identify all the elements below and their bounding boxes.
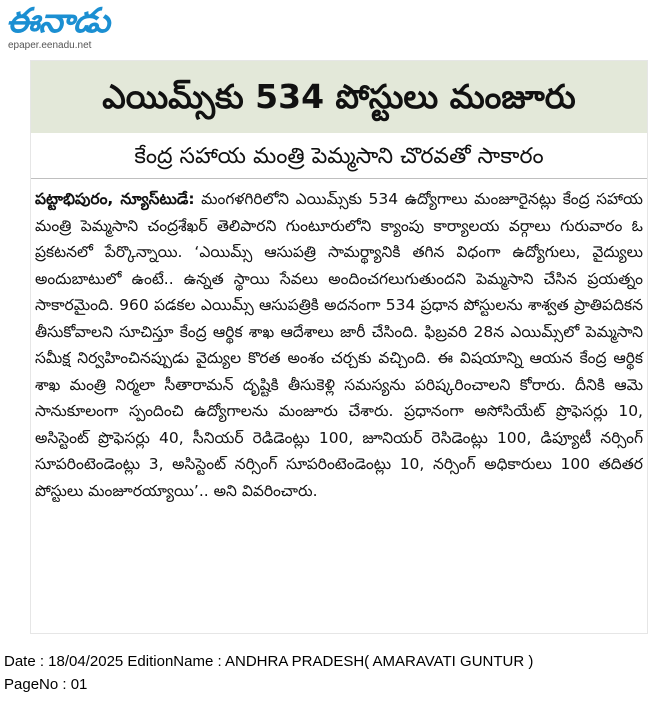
article-body-text: మంగళగిరిలోని ఎయిమ్స్‌కు 534 ఉద్యోగాలు మంజూరైనట్లు కేంద్ర సహాయ మంత్రి పెమ్మసాని చంద్రశేఖర్ తెలిపారని గుంటూరులోని క్యాంపు కార్యాలయ వర్గాలు గురువారం ఓ ప్రకటనలో పేర్కొన్నాయి. ‘ఎయిమ్స్ ఆసుపత్రి సామర్థ్యానికి తగిన విధంగా ఉద్యోగులు, వైద్యులు అందుబాటులో ఉంటే.. ఉన్నత స్థాయి సేవలు అందించగలుగుతుందని పెమ్మసాని చేసిన ప్రయత్నం సాకారమైంది. 960 పడకల ఎయిమ్స్ ఆసుపత్రికి అదనంగా 534 ప్రధాన పోస్టులను శాశ్వత ప్రాతిపదికన తీసుకోవాలని సూచిస్తూ కేంద్ర ఆర్థిక శాఖ ఆదేశాలు జారీ చేసింది. ఫిబ్రవరి 28న ఎయిమ్స్‌లో పెమ్మసాని సమీక్ష నిర్వహించినప్పుడు వైద్యుల కొరత అంశం చర్చకు వచ్చింది. ఈ విషయాన్ని ఆయన కేంద్ర ఆర్థిక శాఖ మంత్రి నిర్మలా సీతారామన్ దృష్టికి తీసుకెళ్లి సమస్యను పరిష్కరించాలని కోరారు. దీనికి ఆమె సానుకూలంగా స్పందించి ఉద్యోగాలను మంజూరు చేశారు. ప్రధానంగా అసోసియేట్ ప్రొఫెసర్లు 10, అసిస్టెంట్ ప్రొఫెసర్లు 40, సీనియర్ రెడిడెంట్లు 100, జూనియర్ రెసిడెంట్లు 100, డిప్యూటీ నర్సింగ్ సూపరింటెండెంట్లు 3, అసిస్టెంట్ నర్సింగ్ సూపరింటెండెంట్లు 10, నర్సింగ్ అధికారులు 100 తదితర పోస్టులు మంజూరయ్యాయి’.. అని వివరించారు. [35,190,643,500]
page-number: PageNo : 01 [4,676,88,693]
edition-date-line: Date : 18/04/2025 EditionName : ANDHRA PRADESH( AMARAVATI GUNTUR ) [4,653,534,670]
article-body [35,186,643,504]
edition-info [4,650,644,696]
eenadu-logo [6,2,146,54]
logo-wordmark: ఈనాడు [6,1,110,41]
article-subheadline: కేంద్ర సహాయ మంత్రి పెమ్మసాని చొరవతో సాకారం [134,144,544,169]
divider [31,178,647,179]
article-dateline: పట్టాభిపురం, న్యూస్‌టుడే: [35,190,195,208]
logo-site-url: epaper.eenadu.net [8,40,92,51]
article-headline: ఎయిమ్స్‌కు 534 పోస్టులు మంజూరు [102,77,576,116]
news-clipping [30,60,648,634]
